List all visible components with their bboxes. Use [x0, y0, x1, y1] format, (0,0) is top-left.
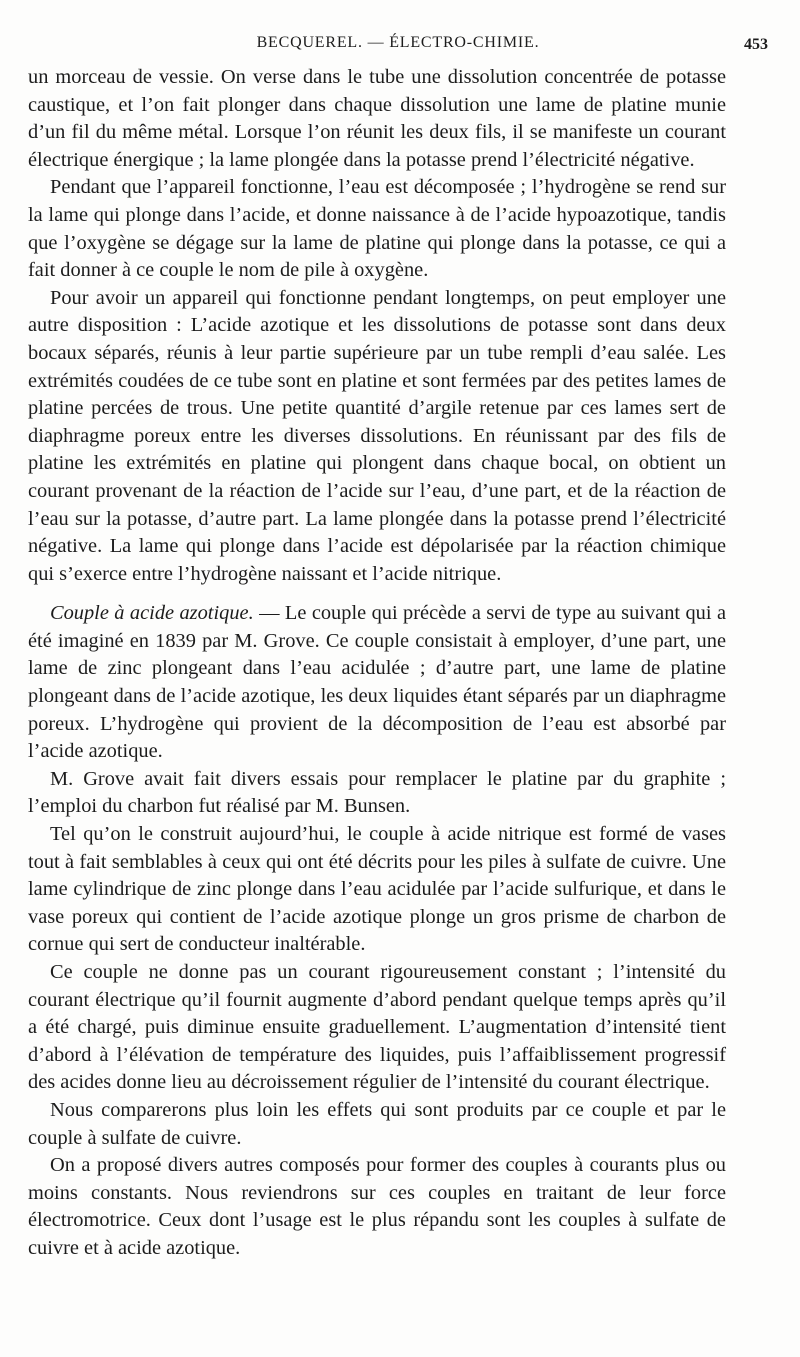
paragraph-text: — Le couple qui précède a servi de type au suivant qui a été imaginé en 1839 par M. Grove. Ce couple consistait à employer, d’une part, une lame de zinc plongeant dans l’eau acidulée ; d’autre part, une lame de platine plongeant dans de l’acide azotique, les deux liquides étant séparés par un diaphragme poreux. L’hydrogène qui provient de la décomposition de l’eau est absorbé par l’acide azotique. — [28, 602, 726, 763]
paragraph-construction — [28, 821, 726, 959]
paragraph-text: On a proposé divers autres composés pour former des couples à courants plus ou moins constants. Nous reviendrons sur ces couples en traitant de leur force électromotrice. Ceux dont l’usage est le plus répandu sont les couples à sulfate de cuivre et à acide azotique. — [28, 1154, 726, 1259]
paragraph-oxygen-pile — [28, 174, 726, 284]
paragraph-continued — [28, 64, 726, 174]
paragraph-text: Pendant que l’appareil fonctionne, l’eau est décomposée ; l’hydrogène se rend sur la lame qui plonge dans l’acide, et donne naissance à de l’acide hypoazotique, tandis que l’oxygène se dégage sur la lame de platine qui plonge dans la potasse, ce qui a fait donner à ce couple le nom de pile à oxygène. — [28, 176, 726, 282]
paragraph-text: Pour avoir un appareil qui fonctionne pendant longtemps, on peut employer une autre disposition : L’acide azotique et les dissolutions de potasse sont dans deux bocaux séparés, réunis à leur partie supérieure par un tube rempli d’eau salée. Les extrémités coudées de ce tube sont en platine et sont fermées par des petites lames de platine percées de trous. Une petite quantité d’argile retenue par ces lames sert de diaphragme poreux entre les diverses dissolutions. En réunissant par des fils de platine les extrémités en platine qui plongent dans chaque bocal, on obtient un courant provenant de la réaction de l’acide sur l’eau, d’une part, et de la réaction de l’eau sur la potasse, d’autre part. La lame plongée dans la potasse prend l’électricité négative. La lame qui plonge dans l’acide est dépolarisée par la réaction chimique qui s’exerce entre l’hydrogène naissant et l’acide nitrique. — [28, 286, 726, 585]
paragraph-text: M. Grove avait fait divers essais pour remplacer le platine par du graphite ; l’emploi du charbon fut réalisé par M. Bunsen. — [28, 767, 726, 818]
paragraph-text: Nous comparerons plus loin les effets qui sont produits par ce couple et par le couple à sulfate de cuivre. — [28, 1098, 726, 1149]
paragraph-other-compounds — [28, 1152, 726, 1262]
page-number: 453 — [744, 36, 768, 53]
paragraph-text: Tel qu’on le construit aujourd’hui, le couple à acide nitrique est formé de vases tout à fait semblables à ceux qui ont été décrits pour les piles à sulfate de cuivre. Une lame cylindrique de zinc plonge dans l’eau acidulée par l’acide sulfurique, et dans le vase poreux qui contient de l’acide azotique plonge un gros prisme de charbon de cornue qui sert de conducteur inaltérable. — [28, 823, 726, 956]
paragraph-text: un morceau de vessie. On verse dans le tube une dissolution concentrée de potasse caustique, et l’on fait plonger dans chaque dissolution une lame de platine munie d’un fil du même métal. Lorsque l’on réunit les deux fils, il se manifeste un courant électrique énergique ; la lame plongée dans la potasse prend l’électricité négative. — [28, 66, 726, 171]
paragraph-text: Ce couple ne donne pas un courant rigoureusement constant ; l’intensité du courant électrique qu’il fournit augmente d’abord pendant quelque temps après qu’il a été chargé, puis diminue ensuite graduellement. L’augmentation d’intensité tient d’abord à l’élévation de température des liquides, puis l’affaiblissement progressif des acides donne lieu au décroissement régulier de l’intensité du courant électrique. — [28, 961, 726, 1094]
paragraph-grove-graphite — [28, 766, 726, 821]
paragraph-comparison — [28, 1097, 726, 1152]
section-lead-title: Couple à acide azotique. — [50, 602, 254, 625]
running-head: BECQUEREL. — ÉLECTRO-CHIMIE. — [256, 34, 540, 51]
paragraph-intensity — [28, 959, 726, 1097]
body-text — [28, 64, 726, 1263]
page-header — [28, 34, 768, 58]
paragraph-other-disposition — [28, 285, 726, 589]
paragraph-nitric-acid-couple — [28, 600, 726, 766]
